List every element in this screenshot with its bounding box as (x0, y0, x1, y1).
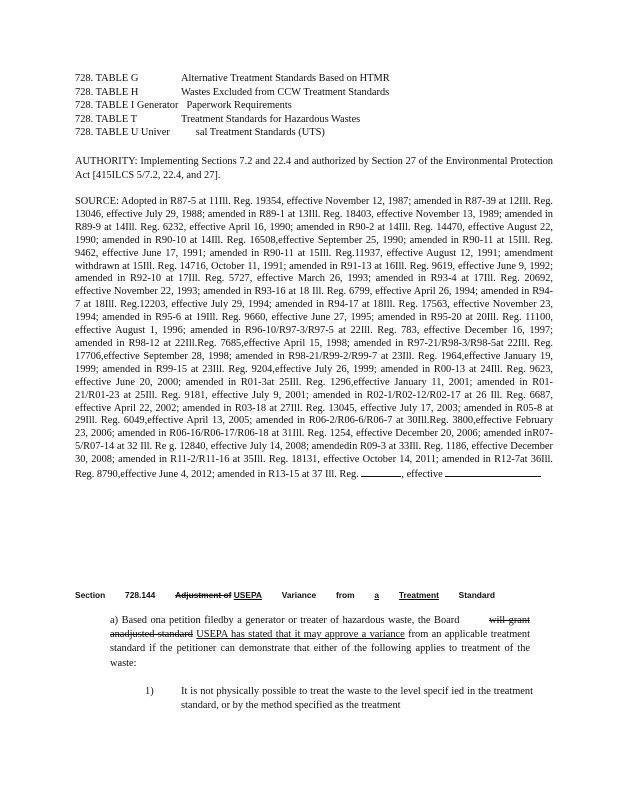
section-heading (75, 590, 495, 600)
heading-word: from (335, 590, 355, 600)
table-list-item (75, 86, 390, 100)
table-id: 728. TABLE G (75, 73, 139, 84)
paragraph-a-prefix: a) Based ona petition filedby a generator or treater of hazardous waste, the Board (110, 615, 460, 626)
source-effective: , effective (401, 469, 443, 481)
heading-word: Variance (281, 590, 317, 600)
section-label: Section (75, 590, 106, 600)
table-id: 728. TABLE H (75, 86, 139, 98)
authority-note: AUTHORITY: Implementing Sections 7.2 and 22.4 and authorized by Section 27 of the Environmental Protection Act [415ILCS 5/7.2, 22.4, and 27]. (75, 156, 553, 181)
paragraph-a (110, 614, 530, 671)
blank-line (445, 467, 541, 477)
table-id: 728. TABLE U Univer (75, 127, 170, 139)
heading-word: Treatment (398, 590, 439, 600)
table-list-item (75, 126, 390, 140)
subitem-number: 1) (145, 686, 154, 697)
source-note (75, 196, 553, 482)
table-title: Alternative Treatment Standards Based on HTMR (181, 73, 390, 84)
deleted-text: will grant anadjusted standard (110, 615, 530, 641)
table-list-item (75, 72, 390, 86)
table-title: Paperwork Requirements (186, 100, 292, 112)
inserted-text: USEPA (233, 590, 262, 600)
table-title: Treatment Standards for Hazardous Wastes (181, 113, 361, 125)
subitem-text: It is not physically possible to treat the waste to the level specif ied in the treatment standard, or by the method specified as the treatment (181, 686, 533, 712)
table-list-item (75, 99, 390, 113)
section-number: 728.144 (125, 590, 156, 600)
heading-word: Standard (458, 590, 495, 600)
inserted-text: USEPA has stated that it may approve a variance (196, 629, 405, 641)
table-list-item (75, 113, 390, 127)
table-title: Wastes Excluded from CCW Treatment Standards (181, 86, 390, 98)
source-text: SOURCE: Adopted in R87-5 at 11Ill. Reg. 19354, effective November 12, 1987; amended in R87-39 at 12Ill. Reg. 13046, effective July 29, 1988; amended in R89-1 at 13Ill. Reg. 18403, effective November 13, 1989; amended in R89-9 at 14Ill. Reg. 6232, effective April 16, 1990; amended in R90-2 at 14Ill. Reg. 14470, effective August 22, 1990; amended in R90-10 at 14Ill. Reg. 16508,effective September 25, 1990; amended in R90-11 at 15Ill. Reg. 9462, effective June 17, 1991; amended in R90-11 at 15Ill. Reg.11937, effective August 12, 1991; amendment withdrawn at 15Ill. Reg. 14716, October 11, 1991; amended in R91-13 at 16Ill. Reg. 9619, effective June 9, 1992; amended in R92-10 at 17Ill. Reg. 5727, effective March 26, 1993; amended in R93-4 at 17Ill. Reg. 20692, effective November 22, 1993; amended in R93-16 at 18 Ill. Reg. 6799, effective April 26, 1994; amended in R94-7 at 18Ill. Reg.12203, effective July 29, 1994; amended in R94-17 at 18Ill. Reg. 17563, effective November 23, 1994; amended in R95-6 at 19Ill. Reg. 9660, effective June 27, 1995; amended in R95-20 at 20Ill. Reg. 11100, effective August 1, 1996; amended in R96-10/R97-3/R97-5 at 22Ill. Reg. 783, effective December 16, 1997; amended in R98-12 at 22Ill.Reg. 7685,effective April 15, 1998; amended in R97-21/R98-3/R98-5at 22Ill. Reg. 17706,effective September 28, 1998; amended in R98-21/R99-2/R99-7 at 23Ill. Reg. 1964,effective January 19, 1999; amended in R99-15 at 23Ill. Reg. 9204,effective July 26, 1999; amended in R00-13 at 24Ill. Reg. 9623, effective June 20, 2000; amended in R01-3at 25Ill. Reg. 1296,effective January 11, 2001; amended in R01-21/R01-23 at 25Ill. Reg. 9181, effective July 9, 2001; amended in R02-1/R02-12/R02-17 at 26 Ill. Reg. 6687, effective April 22, 2002; amended in R03-18 at 27Ill. Reg. 13045, effective July 17, 2003; amended in R05-8 at 29Ill. Reg. 6049,effective April 13, 2005; amended in R06-2/R06-6/R06-7 at 30Ill.Reg. 3800,effective February 23, 2006; amended in R06-16/R06-17/R06-18 at 31Ill. Reg. 1254, effective December 20, 2006; amended inR07-5/R07-14 at 32 Ill. Re g. 12840, effective July 14, 2008; amendedin R09-3 at 33Ill. Reg. 1186, effective December 30, 2008; amended in R11-2/R11-16 at 35Ill. Reg. 18131, effective October 14, 2011; amended in R12-7at 36Ill. Reg. 8790,effective June 4, 2012; amended in R13-15 at 37 Ill. Reg. (75, 196, 553, 481)
deleted-text: Adjustment of (175, 590, 232, 600)
paragraph-a-rest: from an applicable treatment standard if the petitioner can demonstrate that either of the following applies to treatment of the waste: (110, 629, 530, 669)
heading-word: a (374, 590, 380, 600)
table-id: 728. TABLE T (75, 113, 137, 125)
blank-line (361, 467, 401, 477)
table-list (75, 72, 390, 140)
table-id: 728. TABLE I Generator (75, 100, 179, 112)
table-title: sal Treatment Standards (UTS) (195, 127, 325, 139)
